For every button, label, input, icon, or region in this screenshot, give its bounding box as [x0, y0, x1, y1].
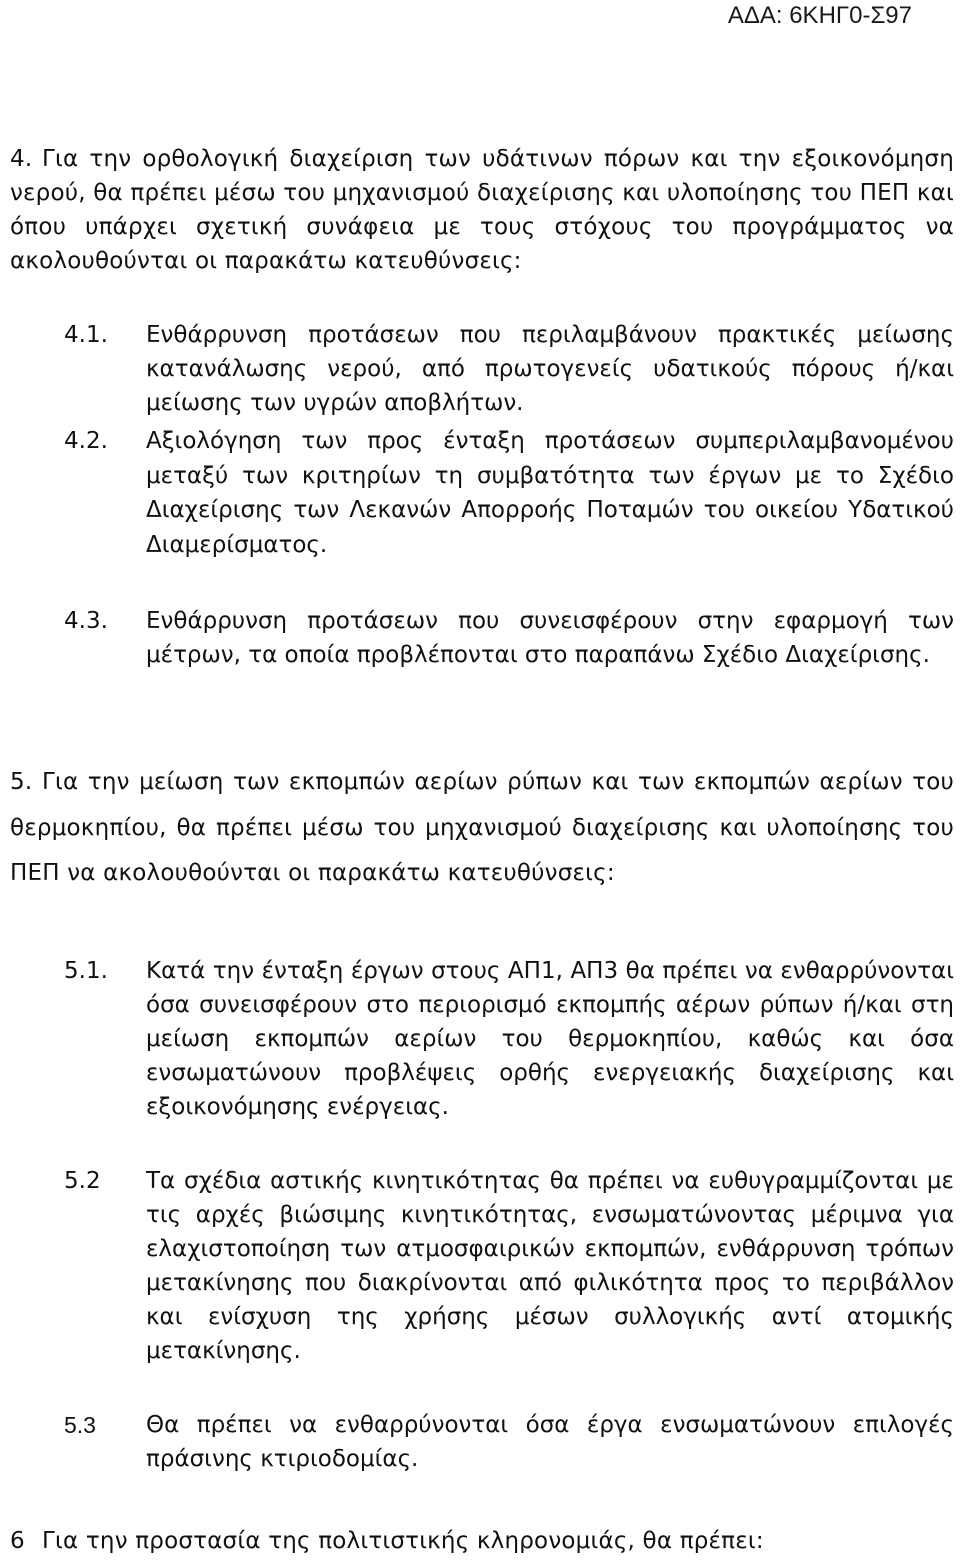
item-5-2 — [64, 1164, 954, 1368]
item-5-3 — [64, 1408, 954, 1476]
section-6 — [10, 1524, 954, 1558]
item-4-3-number: 4.3. — [64, 608, 108, 634]
section-4 — [10, 142, 954, 278]
section-4-text: Για την ορθολογική διαχείριση των υδάτινων πόρων και την εξοικονόμηση νερού, θα πρέπει μέσω του μηχανισμού διαχείρισης και υλοποίησης του ΠΕΠ και όπου υπάρχει σχετική συνάφεια με τους στόχους του προγράμματος να ακολουθούνται οι παρακάτω κατευθύνσεις: — [10, 146, 954, 274]
item-5-1-text: Κατά την ένταξη έργων στους ΑΠ1, ΑΠ3 θα πρέπει να ενθαρρύνονται όσα συνεισφέρουν στο περιορισμό εκπομπής αέρων ρύπων ή/και στη μείωση εκπομπών αερίων του θερμοκηπίου, καθώς και όσα ενσωματώνουν προβλέψεις ορθής ενεργειακής διαχείρισης και εξοικονόμησης ενέργειας. — [146, 958, 954, 1120]
section-4-number: 4. — [10, 146, 33, 172]
section-6-text: Για την προστασία της πολιτιστικής κληρονομιάς, θα πρέπει: — [42, 1528, 764, 1554]
item-4-2 — [64, 424, 954, 562]
section-5-text: Για την μείωση των εκπομπών αερίων ρύπων και των εκπομπών αερίων του θερμοκηπίου, θα πρέπει μέσω του μηχανισμού διαχείρισης και υλοποίησης του ΠΕΠ να ακολουθούνται οι παρακάτω κατευθύνσεις: — [10, 769, 954, 886]
item-5-3-text: Θα πρέπει να ενθαρρύνονται όσα έργα ενσωματώνουν επιλογές πράσινης κτιριοδομίας. — [146, 1412, 954, 1472]
item-4-3-text: Ενθάρρυνση προτάσεων που συνεισφέρουν στην εφαρμογή των μέτρων, τα οποία προβλέπονται στο παραπάνω Σχέδιο Διαχείρισης. — [146, 608, 954, 668]
item-5-3-number: 5.3 — [64, 1412, 96, 1438]
item-4-1-text: Ενθάρρυνση προτάσεων που περιλαμβάνουν πρακτικές μείωσης κατανάλωσης νερού, από πρωτογενείς υδατικούς πόρους ή/και μείωσης των υγρών αποβλήτων. — [146, 322, 954, 416]
section-6-number: 6 — [10, 1528, 25, 1554]
item-4-1-number: 4.1. — [64, 322, 108, 348]
item-4-3 — [64, 604, 954, 672]
item-5-1-number: 5.1. — [64, 958, 108, 984]
item-4-1 — [64, 318, 954, 420]
item-4-2-number: 4.2. — [64, 428, 108, 454]
section-5-number: 5. — [10, 769, 33, 795]
item-4-2-text: Αξιολόγηση των προς ένταξη προτάσεων συμπεριλαμβανομένου μεταξύ των κριτηρίων τη συμβατότητα των έργων με το Σχέδιο Διαχείρισης των Λεκανών Απορροής Ποταμών του οικείου Υδατικού Διαμερίσματος. — [146, 428, 954, 558]
ada-code: ΑΔΑ: 6ΚΗΓ0-Σ97 — [727, 2, 912, 29]
item-5-1 — [64, 954, 954, 1124]
item-5-2-text: Τα σχέδια αστικής κινητικότητας θα πρέπει να ευθυγραμμίζονται με τις αρχές βιώσιμης κινητικότητας, ενσωματώνοντας μέριμνα για ελαχιστοποίηση των ατμοσφαιρικών εκπομπών, ενθάρρυνση τρόπων μετακίνησης που διακρίνονται από φιλικότητα προς το περιβάλλον και ενίσχυση της χρήσης μέσων συλλογικής αντί ατομικής μετακίνησης. — [146, 1168, 954, 1364]
section-5 — [10, 760, 954, 897]
item-5-2-number: 5.2 — [64, 1168, 101, 1194]
